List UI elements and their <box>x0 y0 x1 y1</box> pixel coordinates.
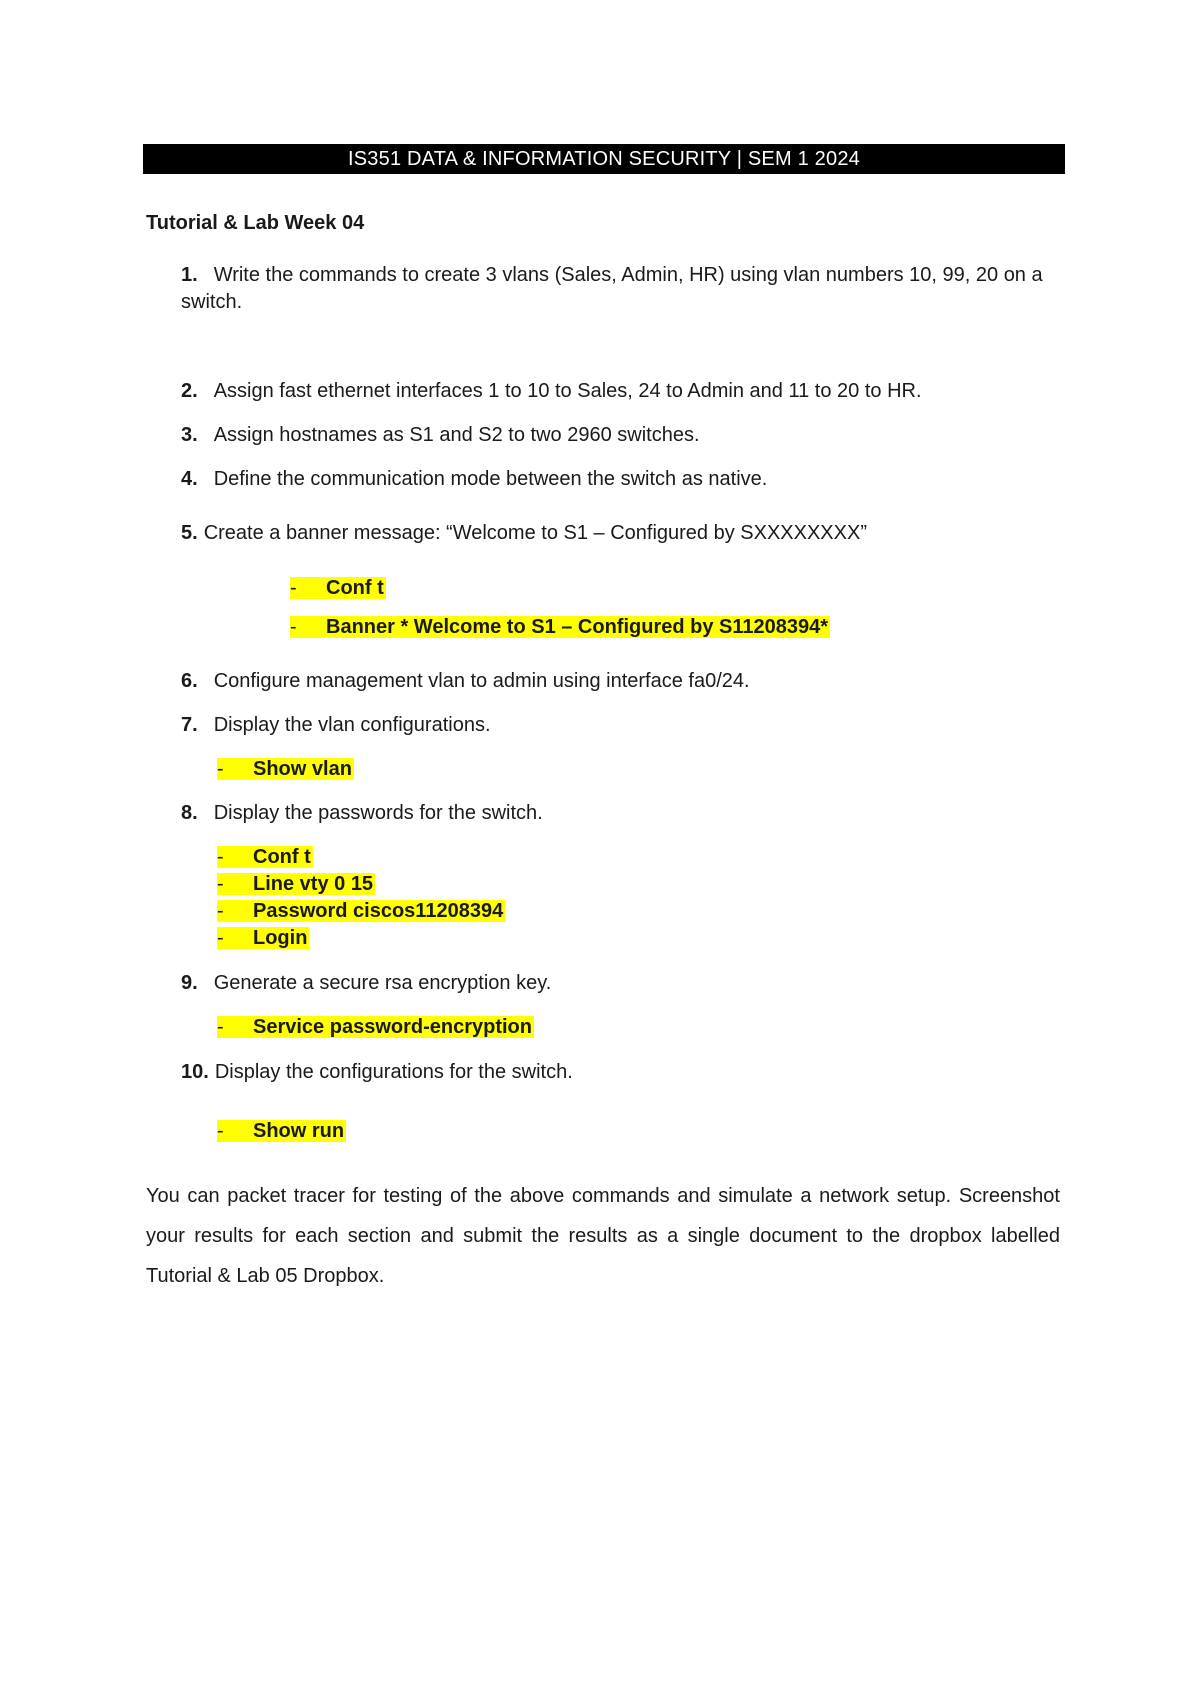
question-text: Assign hostnames as S1 and S2 to two 2960 switches. <box>213 424 700 446</box>
question-number: 7. <box>181 714 198 736</box>
question-number: 2. <box>181 380 198 402</box>
answer-10-line-1: - Show run <box>217 1120 345 1142</box>
course-header-text: IS351 DATA & INFORMATION SECURITY | SEM 1 2024 <box>348 148 860 170</box>
answer-5-line-1: - Conf t <box>290 577 384 599</box>
question-text: Assign fast ethernet interfaces 1 to 10 to Sales, 24 to Admin and 11 to 20 to HR. <box>213 380 922 402</box>
question-text: Define the communication mode between the switch as native. <box>213 468 768 490</box>
closing-paragraph: You can packet tracer for testing of the above commands and simulate a network setup. Screenshot your results for each section and submit the results as a single document to the dropbox labelled Tutorial & Lab 05 Dropbox. <box>146 1185 1060 1287</box>
question-3 <box>181 422 1061 449</box>
question-number: 4. <box>181 468 198 490</box>
question-8 <box>181 800 1061 827</box>
answer-8-line-1: - Conf t <box>217 846 311 868</box>
question-number: 8. <box>181 802 198 824</box>
question-text: Create a banner message: “Welcome to S1 – Configured by SXXXXXXXX” <box>203 522 867 544</box>
question-text: Display the vlan configurations. <box>213 714 491 736</box>
question-4 <box>181 466 1061 493</box>
question-number: 10. <box>181 1061 209 1083</box>
answer-9-line-1: - Service password-encryption <box>217 1016 532 1038</box>
question-9 <box>181 970 1061 997</box>
question-number: 5. <box>181 522 198 544</box>
question-5 <box>181 520 1061 547</box>
question-number: 6. <box>181 670 198 692</box>
question-text: Write the commands to create 3 vlans (Sales, Admin, HR) using vlan numbers 10, 99, 20 on a switch. <box>181 264 1043 313</box>
question-10 <box>181 1059 1061 1086</box>
question-text: Generate a secure rsa encryption key. <box>213 972 552 994</box>
question-2 <box>181 378 1061 405</box>
question-text: Configure management vlan to admin using interface fa0/24. <box>213 670 750 692</box>
question-number: 9. <box>181 972 198 994</box>
question-text: Display the passwords for the switch. <box>213 802 543 824</box>
answer-8-line-4: - Login <box>217 927 308 949</box>
question-number: 3. <box>181 424 198 446</box>
question-text: Display the configurations for the switch. <box>214 1061 573 1083</box>
answer-8-line-2: - Line vty 0 15 <box>217 873 374 895</box>
answer-7-line-1: - Show vlan <box>217 758 352 780</box>
answer-8-line-3: - Password ciscos11208394 <box>217 900 504 922</box>
question-number: 1. <box>181 264 198 286</box>
answer-5-line-2: - Banner * Welcome to S1 – Configured by S11208394* <box>290 616 829 638</box>
question-1 <box>181 262 1061 316</box>
question-7 <box>181 712 1061 739</box>
course-header-bar <box>143 144 1065 174</box>
question-6 <box>181 668 1061 695</box>
page-title: Tutorial & Lab Week 04 <box>146 212 365 234</box>
